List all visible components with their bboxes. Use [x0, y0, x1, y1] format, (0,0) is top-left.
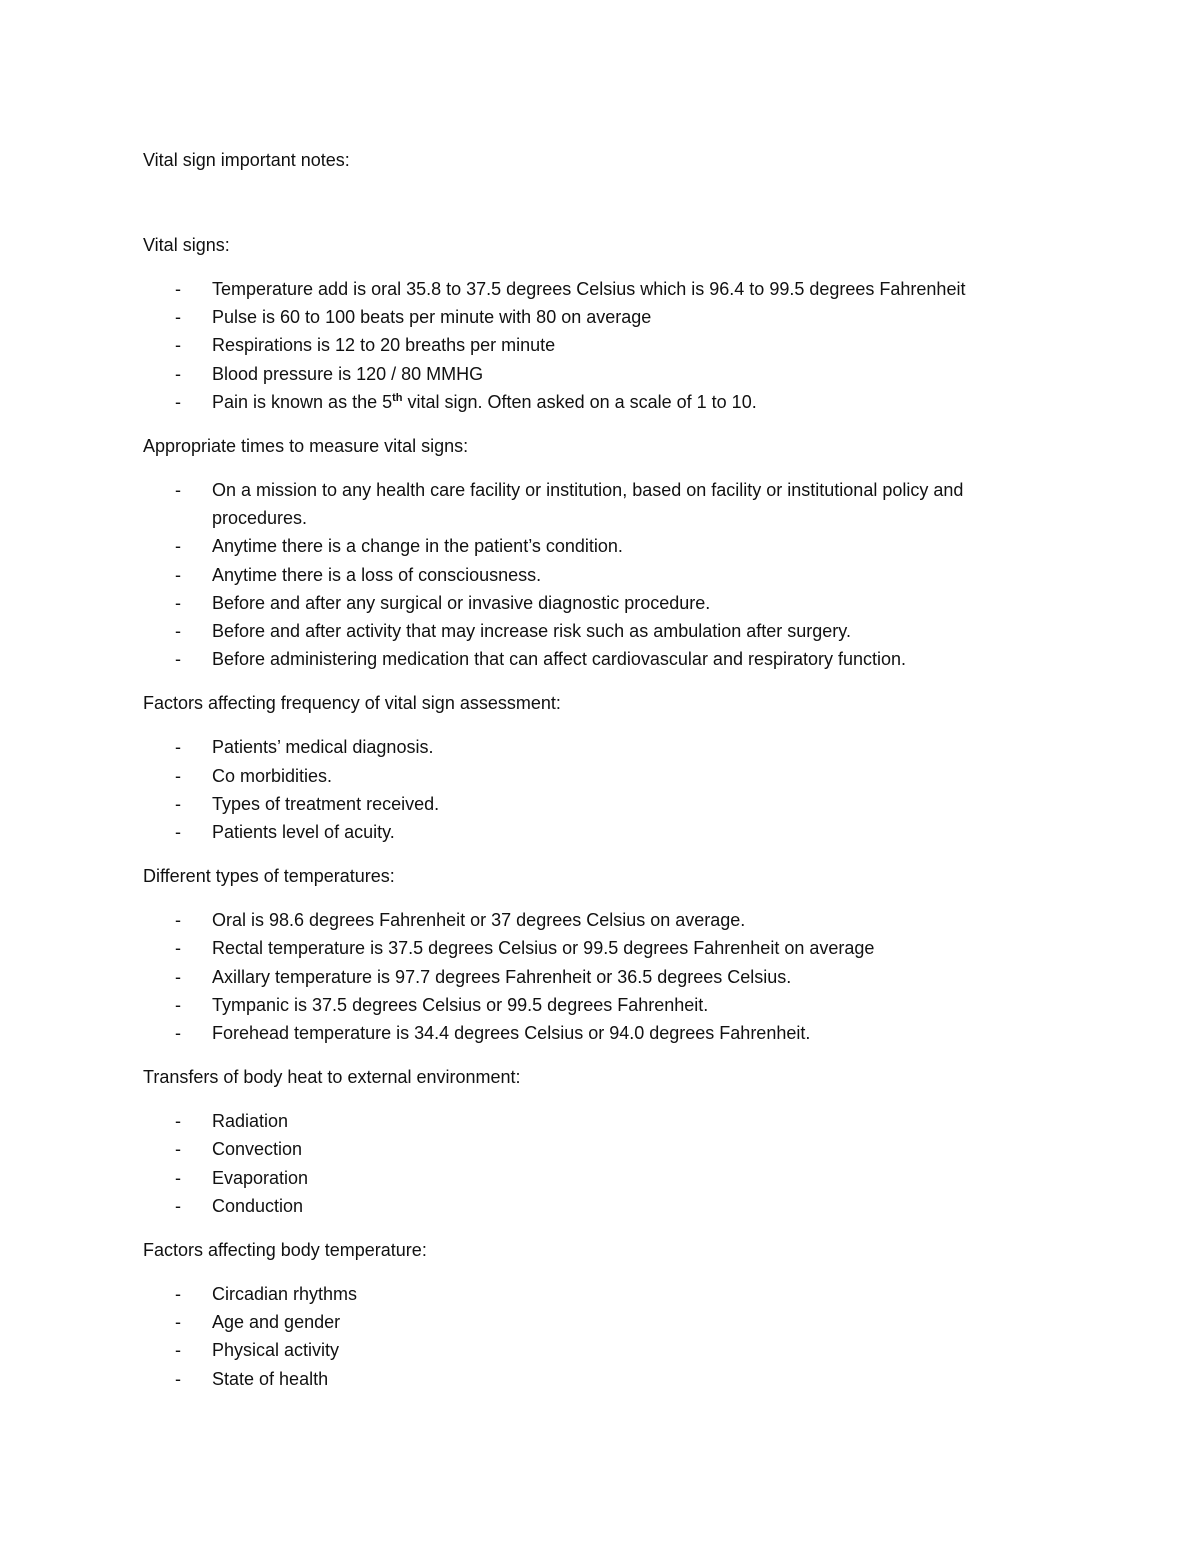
list-item	[143, 1135, 1063, 1163]
dash-bullet: -	[175, 910, 181, 931]
list-item	[143, 762, 1063, 790]
list-item	[143, 645, 1063, 673]
list-item-text: Pain is known as the 5	[212, 391, 393, 412]
dash-bullet: -	[175, 1368, 181, 1389]
list-item	[143, 532, 1063, 560]
document-page	[143, 146, 1063, 1393]
list-item-text: Physical activity	[212, 1340, 340, 1361]
dash-bullet: -	[175, 279, 181, 299]
section-temperature-types	[143, 862, 1063, 1047]
dash-bullet: -	[175, 1139, 181, 1160]
list-item-text: Oral is 98.6 degrees Fahrenheit or 37 degrees Celsius on average.	[212, 910, 746, 931]
list-item	[143, 1019, 1063, 1047]
dash-bullet: -	[175, 966, 181, 987]
list-item-text: Types of treatment received.	[212, 793, 440, 814]
list-item-text: Forehead temperature is 34.4 degrees Celsius or 94.0 degrees Fahrenheit.	[212, 1023, 811, 1044]
dash-bullet: -	[175, 536, 181, 557]
list-item	[143, 1192, 1063, 1220]
list-item-text: Before and after any surgical or invasive diagnostic procedure.	[212, 592, 711, 613]
list-item	[143, 790, 1063, 818]
dash-bullet: -	[175, 1284, 181, 1305]
dash-bullet: -	[175, 391, 181, 412]
list-item-text: Temperature add is oral 35.8 to 37.5 degrees Celsius which is 96.4 to 99.5 degrees Fahrenheit	[212, 279, 966, 299]
list-item	[143, 303, 1063, 331]
dash-bullet: -	[175, 994, 181, 1015]
section-heading: Appropriate times to measure vital signs:	[143, 436, 469, 457]
list-item-text: Axillary temperature is 97.7 degrees Fahrenheit or 36.5 degrees Celsius.	[212, 966, 792, 987]
list-item	[143, 906, 1063, 934]
dash-bullet: -	[175, 592, 181, 613]
list-item	[143, 275, 1063, 303]
list-item-text: Circadian rhythms	[212, 1284, 358, 1305]
list-item	[143, 1365, 1063, 1393]
dash-bullet: -	[175, 649, 181, 670]
list-item-text: Conduction	[212, 1195, 304, 1216]
bullet-list	[143, 1280, 1063, 1393]
section-heading: Vital signs:	[143, 235, 230, 255]
bullet-list	[143, 733, 1063, 846]
dash-bullet: -	[175, 1111, 181, 1132]
dash-bullet: -	[175, 307, 181, 328]
dash-bullet: -	[175, 765, 181, 786]
dash-bullet: -	[175, 621, 181, 642]
list-item	[143, 1280, 1063, 1308]
section-frequency-factors	[143, 689, 1063, 846]
bullet-list	[143, 1107, 1063, 1220]
list-item-text: Patients level of acuity.	[212, 822, 395, 843]
list-item	[143, 360, 1063, 388]
list-item	[143, 1336, 1063, 1364]
section-body-temperature-factors	[143, 1236, 1063, 1393]
superscript: th	[392, 391, 403, 404]
list-item-text: Convection	[212, 1139, 303, 1160]
list-item	[143, 476, 1063, 532]
dash-bullet: -	[175, 1023, 181, 1044]
document-title: Vital sign important notes:	[143, 150, 350, 170]
dash-bullet: -	[175, 564, 181, 585]
dash-bullet: -	[175, 480, 181, 501]
dash-bullet: -	[175, 1167, 181, 1188]
dash-bullet: -	[175, 822, 181, 843]
section-heading: Different types of temperatures:	[143, 866, 395, 887]
list-item	[143, 331, 1063, 359]
list-item-text: State of health	[212, 1368, 329, 1389]
list-item	[143, 1107, 1063, 1135]
list-item-text: Patients’ medical diagnosis.	[212, 737, 434, 758]
dash-bullet: -	[175, 363, 181, 384]
list-item-text: Evaporation	[212, 1167, 309, 1188]
bullet-list	[143, 476, 1063, 673]
dash-bullet: -	[175, 1312, 181, 1333]
dash-bullet: -	[175, 1340, 181, 1361]
dash-bullet: -	[175, 793, 181, 814]
dash-bullet: -	[175, 737, 181, 758]
list-item	[143, 617, 1063, 645]
section-vital-signs	[143, 231, 1063, 416]
list-item-text: Anytime there is a loss of consciousness.	[212, 564, 542, 585]
list-item	[143, 1164, 1063, 1192]
list-item	[143, 934, 1063, 962]
bullet-list	[143, 906, 1063, 1047]
list-item	[143, 733, 1063, 761]
section-heading: Transfers of body heat to external environment:	[143, 1067, 521, 1088]
dash-bullet: -	[175, 1195, 181, 1216]
dash-bullet: -	[175, 335, 181, 356]
list-item-text: Before administering medication that can affect cardiovascular and respiratory function.	[212, 649, 907, 670]
list-item-text: Radiation	[212, 1111, 289, 1132]
list-item-text: Rectal temperature is 37.5 degrees Celsius or 99.5 degrees Fahrenheit on average	[212, 938, 875, 959]
section-appropriate-times	[143, 432, 1063, 673]
list-item	[143, 1308, 1063, 1336]
list-item-text: Pulse is 60 to 100 beats per minute with 80 on average	[212, 307, 652, 328]
list-item	[143, 589, 1063, 617]
list-item	[143, 388, 1063, 416]
list-item	[143, 818, 1063, 846]
bullet-list	[143, 275, 1063, 416]
list-item	[143, 991, 1063, 1019]
list-item-text: Respirations is 12 to 20 breaths per minute	[212, 335, 556, 356]
list-item-text: Co morbidities.	[212, 765, 333, 786]
section-heading: Factors affecting frequency of vital sign assessment:	[143, 693, 561, 714]
list-item-text: Before and after activity that may increase risk such as ambulation after surgery.	[212, 621, 851, 642]
list-item-text: vital sign. Often asked on a scale of 1 to 10.	[402, 391, 757, 412]
list-item-text: Anytime there is a change in the patient’s condition.	[212, 536, 623, 557]
list-item-text: Age and gender	[212, 1312, 341, 1333]
section-heading: Factors affecting body temperature:	[143, 1240, 427, 1261]
section-heat-transfer	[143, 1063, 1063, 1220]
list-item-text: Blood pressure is 120 / 80 MMHG	[212, 363, 484, 384]
list-item-text: Tympanic is 37.5 degrees Celsius or 99.5 degrees Fahrenheit.	[212, 994, 709, 1015]
dash-bullet: -	[175, 938, 181, 959]
list-item	[143, 561, 1063, 589]
list-item	[143, 963, 1063, 991]
list-item-text: On a mission to any health care facility or institution, based on facility or institutional policy and procedures.	[212, 480, 964, 529]
